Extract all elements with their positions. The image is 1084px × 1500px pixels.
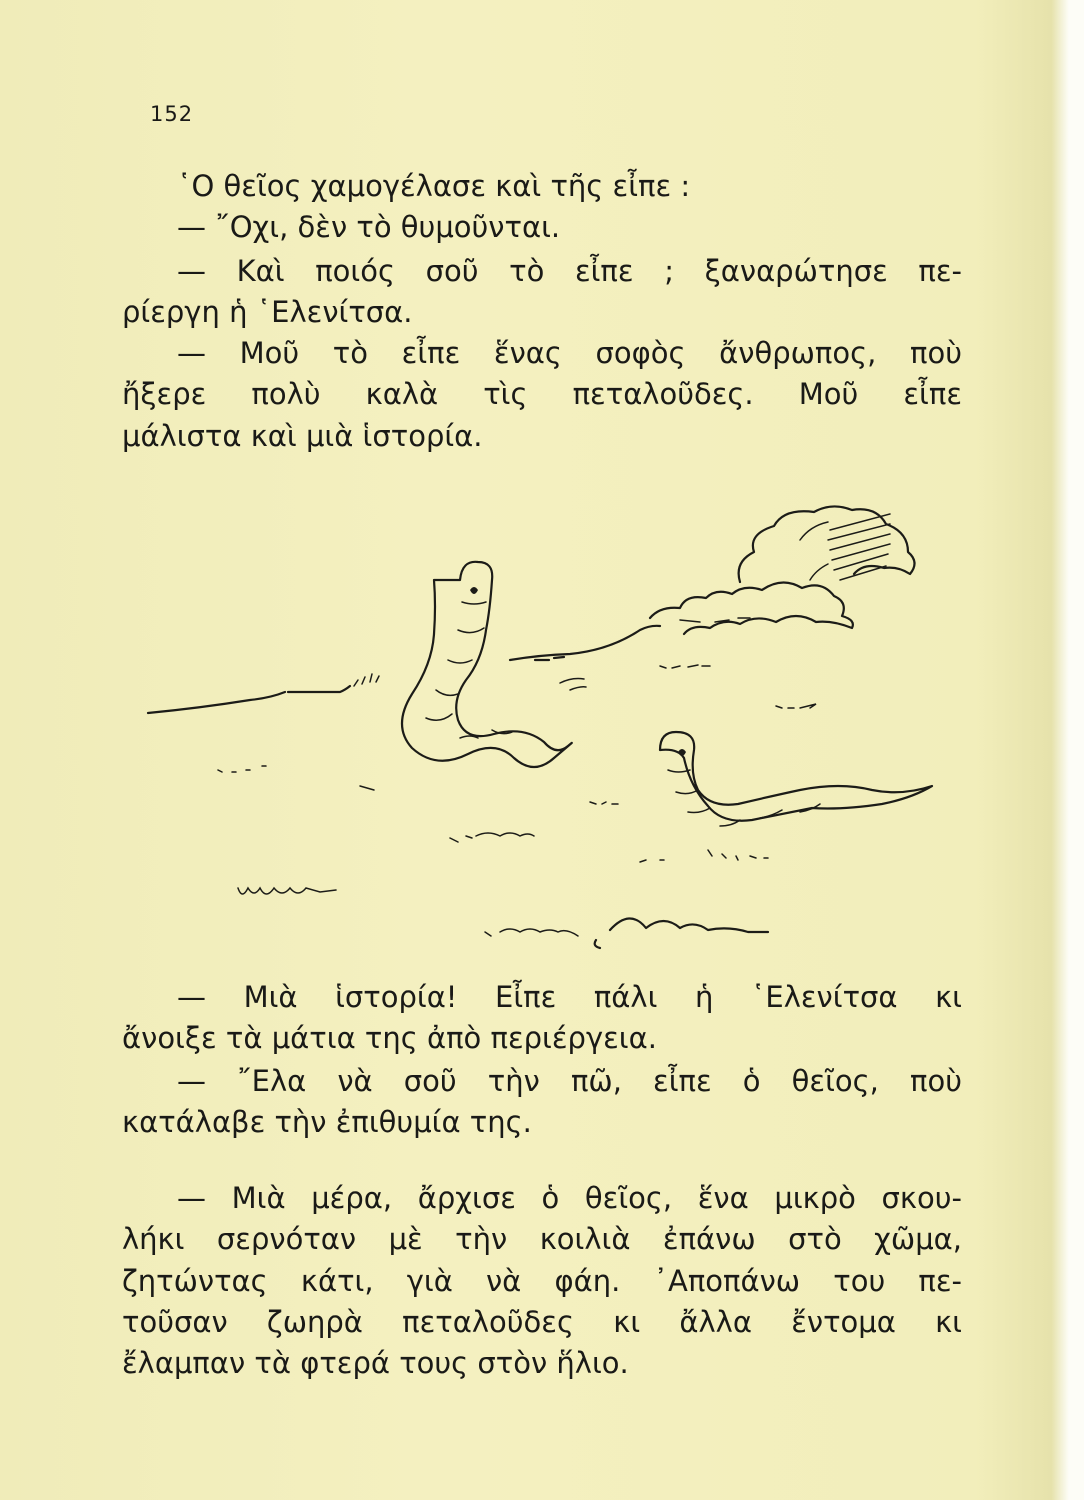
- text-line: — Μιὰ μέρα, ἄρχισε ὁ θεῖος, ἕνα μικρὸ σκου-: [177, 1181, 962, 1215]
- text-line: ἄνοιξε τὰ μάτια της ἀπὸ περιέργεια.: [122, 1021, 657, 1056]
- paragraph-6: [122, 1061, 962, 1144]
- text-line: ῾Ο θεῖος χαμογέλασε καὶ τῆς εἶπε :: [177, 169, 691, 203]
- text-line: — Μοῦ τὸ εἶπε ἕνας σοφὸς ἄνθρωπος, ποὺ: [177, 336, 962, 370]
- text-line: μάλιστα καὶ μιὰ ἱστορία.: [122, 418, 483, 453]
- text-line: — ῎Οχι, δὲν τὸ θυμοῦνται.: [177, 210, 561, 244]
- text-line: ρίεργη ἡ ῾Ελενίτσα.: [122, 295, 413, 330]
- text-line: — Μιὰ ἱστορία! Εἶπε πάλι ἡ ῾Ελενίτσα κι: [177, 980, 962, 1014]
- text-line: — ῎Ελα νὰ σοῦ τὴν πῶ, εἶπε ὁ θεῖος, ποὺ: [177, 1064, 962, 1098]
- paragraph-3: [122, 251, 962, 334]
- worms-drawing-icon: [140, 470, 960, 960]
- text-line: τοῦσαν ζωηρὰ πεταλοῦδες κι ἄλλα ἔντομα κι: [122, 1304, 962, 1339]
- text-line: κατάλαβε τὴν ἐπιθυμία της.: [122, 1105, 532, 1140]
- paragraph-1: [122, 166, 962, 207]
- paragraph-5: [122, 977, 962, 1060]
- text-line: ἤξερε πολὺ καλὰ τὶς πεταλοῦδες. Μοῦ εἶπε: [122, 377, 962, 412]
- text-line: λήκι σερνόταν μὲ τὴν κοιλιὰ ἐπάνω στὸ χῶμα,: [122, 1222, 962, 1257]
- page-number: 152: [150, 102, 194, 126]
- text-line: ἔλαμπαν τὰ φτερά τους στὸν ἥλιο.: [122, 1346, 629, 1381]
- paragraph-2: [122, 207, 962, 248]
- text-line: ζητώντας κάτι, γιὰ νὰ φάη. ᾿Αποπάνω του πε-: [122, 1263, 962, 1298]
- paragraph-4: [122, 333, 962, 457]
- text-line: — Καὶ ποιός σοῦ τὸ εἶπε ; ξαναρώτησε πε-: [177, 254, 962, 288]
- paragraph-7: [122, 1178, 962, 1384]
